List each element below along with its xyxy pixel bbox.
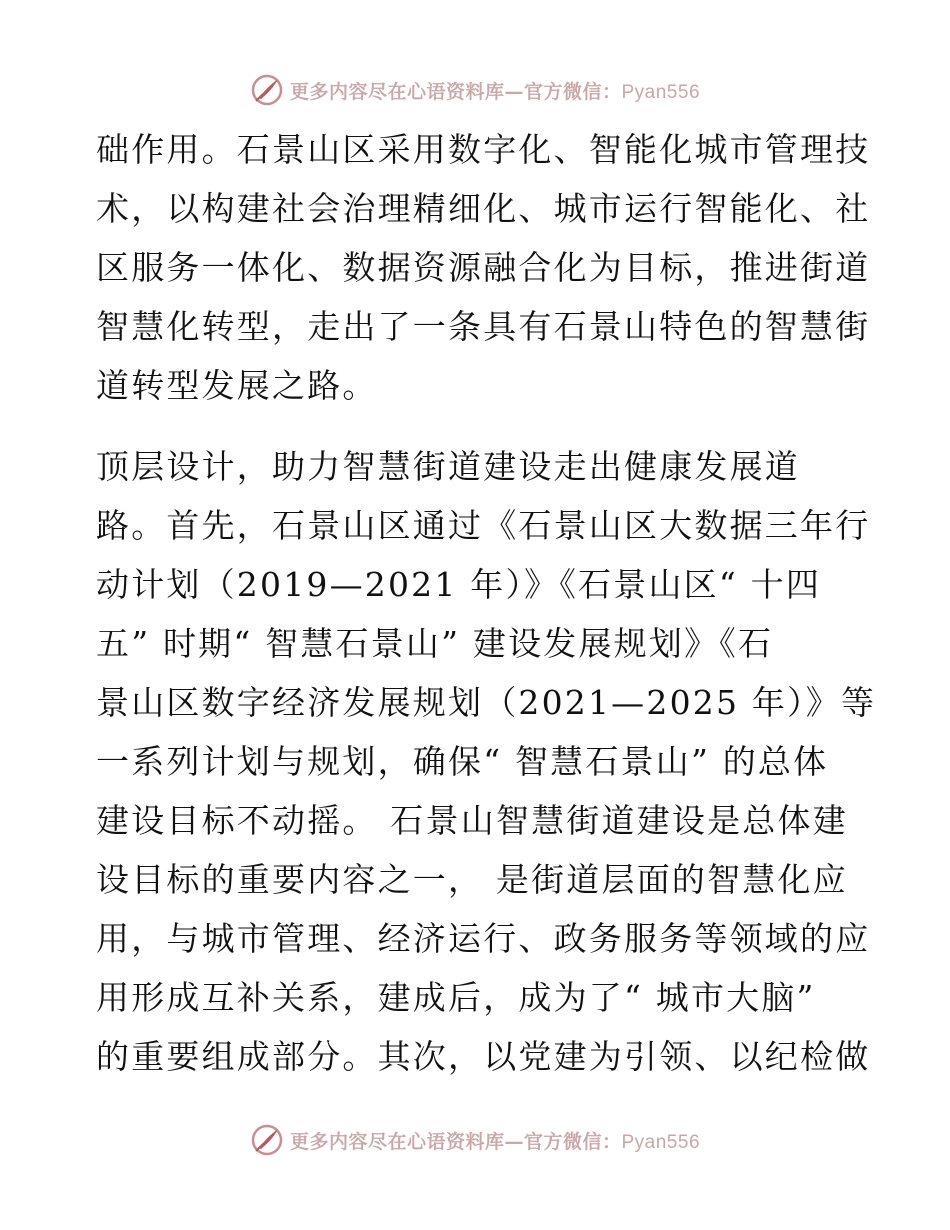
watermark-wechat-id: Pyan556: [621, 81, 701, 103]
text-line: 道转型发展之路。: [96, 366, 378, 405]
text-line: 景山区数字经济发展规划（2021—2025 年）》等: [96, 683, 877, 722]
text-line: 动计划（2019—2021 年）》《石景山区“ 十四: [96, 565, 822, 604]
watermark-wechat-id: Pyan556: [621, 1131, 701, 1153]
header-watermark: [0, 70, 950, 110]
text-line: 设目标的重要内容之一， 是街道层面的智慧化应: [96, 860, 848, 899]
text-line: 五” 时期“ 智慧石景山” 建设发展规划》《石: [96, 624, 774, 663]
document-body: [96, 120, 877, 1086]
footer-watermark: [0, 1120, 950, 1160]
text-line: 础作用。石景山区采用数字化、智能化城市管理技: [96, 130, 871, 169]
paragraph-1: [96, 120, 871, 415]
text-line: 路。首先，石景山区通过《石景山区大数据三年行: [96, 506, 871, 545]
text-line: 顶层设计，助力智慧街道建设走出健康发展道: [96, 447, 800, 486]
text-line: 术，以构建社会治理精细化、城市运行智能化、社: [96, 189, 871, 228]
watermark-text: 更多内容尽在心语资料库—官方微信：: [289, 1130, 622, 1153]
text-line: 用形成互补关系，建成后，成为了“ 城市大脑”: [96, 978, 816, 1017]
paragraph-2: [96, 437, 877, 1086]
text-line: 用，与城市管理、经济运行、政务服务等领域的应: [96, 919, 871, 958]
paragraph-gap: [96, 415, 856, 437]
text-line: 建设目标不动摇。 石景山智慧街道建设是总体建: [96, 801, 848, 840]
text-line: 的重要组成部分。其次，以党建为引领、以纪检做: [96, 1037, 871, 1076]
watermark-text: 更多内容尽在心语资料库—官方微信：: [289, 80, 622, 103]
text-line: 区服务一体化、数据资源融合化为目标，推进街道: [96, 248, 871, 287]
quill-logo-icon: [250, 73, 284, 107]
quill-logo-icon: [250, 1123, 284, 1157]
text-line: 一系列计划与规划，确保“ 智慧石景山” 的总体: [96, 742, 829, 781]
text-line: 智慧化转型，走出了一条具有石景山特色的智慧街: [96, 307, 871, 346]
